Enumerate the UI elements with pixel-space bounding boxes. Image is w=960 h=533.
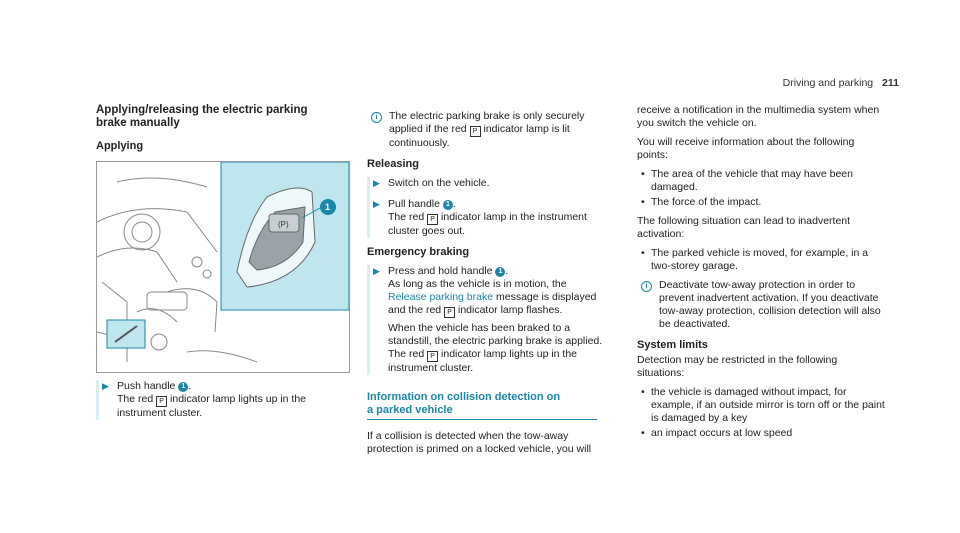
note-securely-applied: i The electric parking brake is only securely applied if the red P indicator lamp is lit continuously. bbox=[367, 110, 607, 150]
release-parking-brake-message: Release parking brake bbox=[388, 291, 494, 303]
arrow-right-icon: ▶ bbox=[373, 199, 380, 209]
list-item: • the vehicle is damaged without impact, for example, if an outside mirror is torn off or the paint is damaged by a key bbox=[651, 386, 887, 425]
list-item: • an impact occurs at low speed bbox=[651, 427, 887, 440]
callout-1: 1 bbox=[495, 267, 505, 277]
limits-list bbox=[637, 386, 887, 440]
section-title: Driving and parking bbox=[782, 77, 874, 89]
info-icon: i bbox=[641, 281, 652, 292]
parking-brake-icon: P bbox=[470, 126, 481, 137]
subheading-emergency-braking: Emergency braking bbox=[367, 246, 470, 258]
info-points-intro: You will receive information about the following points: bbox=[637, 136, 855, 161]
parking-brake-icon: P bbox=[156, 396, 167, 407]
callout-1: 1 bbox=[325, 202, 331, 212]
collision-text: If a collision is detected when the tow-away protection is primed on a locked vehicle, you will bbox=[367, 430, 592, 455]
column-1 bbox=[96, 104, 336, 159]
info-points-list bbox=[637, 168, 887, 209]
column-1-steps bbox=[96, 380, 336, 428]
section-rule bbox=[367, 419, 597, 420]
arrow-right-icon: ▶ bbox=[102, 381, 109, 391]
inadvertent-activation-intro: The following situation can lead to inadvertent activation: bbox=[637, 215, 851, 240]
callout-1: 1 bbox=[178, 382, 188, 392]
list-item: • The parked vehicle is moved, for example, in a two-storey garage. bbox=[651, 247, 887, 273]
release-steps: ▶ Switch on the vehicle. ▶ Pull handle 1 . The red P indicator lamp in the instrument cluster goes out. bbox=[367, 177, 607, 238]
parking-brake-icon: P bbox=[444, 307, 455, 318]
dashboard-drawing bbox=[97, 162, 349, 372]
column-3 bbox=[637, 104, 887, 446]
parking-brake-icon: (P) bbox=[278, 220, 289, 229]
page-number: 211 bbox=[882, 77, 899, 89]
column-2 bbox=[367, 104, 607, 462]
notification-text: receive a notification in the multimedia system when you switch the vehicle on. bbox=[637, 104, 880, 129]
section-heading: Applying/releasing the electric parking brake manually bbox=[96, 104, 308, 129]
subheading-system-limits: System limits bbox=[637, 339, 708, 351]
activation-list bbox=[637, 247, 887, 273]
step-apply: ▶ Push handle 1 . The red P indicator lamp lights up in the instrument cluster. bbox=[96, 380, 336, 420]
arrow-right-icon: ▶ bbox=[373, 178, 380, 188]
list-item: • The area of the vehicle that may have been damaged. bbox=[651, 168, 887, 194]
parking-brake-illustration bbox=[96, 161, 350, 373]
subheading-releasing: Releasing bbox=[367, 158, 419, 170]
limits-intro: Detection may be restricted in the following situations: bbox=[637, 354, 838, 379]
parking-brake-icon: P bbox=[427, 214, 438, 225]
parking-brake-icon: P bbox=[427, 351, 438, 362]
list-item: • The force of the impact. bbox=[651, 196, 887, 209]
emergency-steps: ▶ Press and hold handle 1 . As long as the vehicle is in motion, the Release parking brake message is displayed and the red P indicator lamp flashes. When the vehicle has been braked to a standstill, the electric parking brake is applied. The red P indicator lamp lights up in the instrument cluster. bbox=[367, 265, 607, 375]
subheading-applying: Applying bbox=[96, 140, 144, 152]
page-header bbox=[783, 77, 899, 89]
note-deactivate: i Deactivate tow-away protection in order to prevent inadvertent activation. If you deactivate tow-away protection, collision detection will also be deactivated. bbox=[637, 279, 887, 331]
subheading-collision-detection: Information on collision detection on a parked vehicle bbox=[367, 391, 561, 416]
info-icon: i bbox=[371, 112, 382, 123]
arrow-right-icon: ▶ bbox=[373, 266, 380, 276]
callout-1: 1 bbox=[443, 200, 453, 210]
